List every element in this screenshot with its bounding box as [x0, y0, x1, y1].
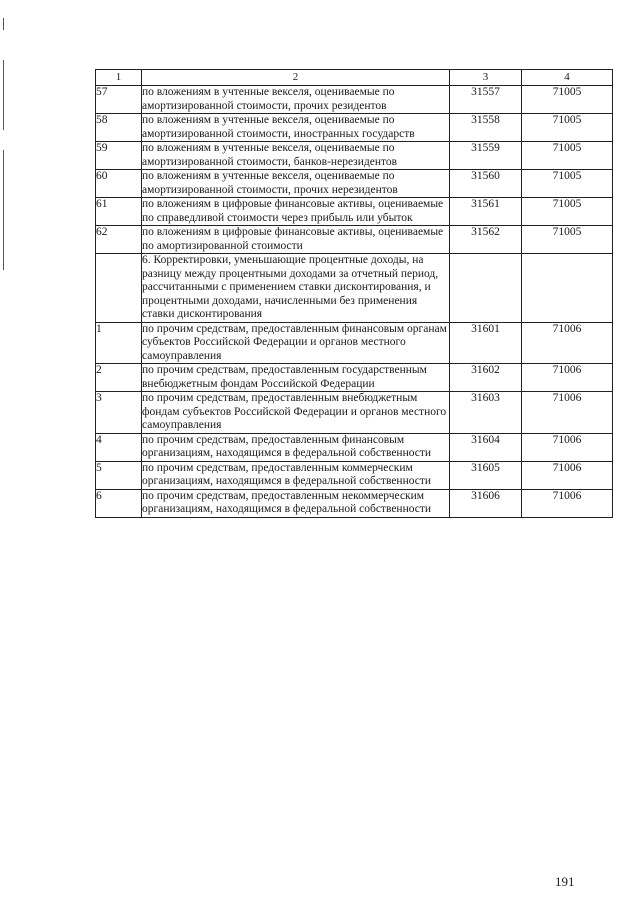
row-description: по вложениям в учтенные векселя, оцениваемые по амортизированной стоимости, иностранных государств	[142, 114, 450, 142]
row-account: 71006	[522, 322, 613, 364]
header-col-3: 3	[450, 70, 522, 86]
row-number: 6	[96, 489, 142, 517]
row-account: 71006	[522, 461, 613, 489]
row-code: 31603	[450, 392, 522, 434]
row-code: 31559	[450, 142, 522, 170]
row-code: 31605	[450, 461, 522, 489]
row-account: 71005	[522, 198, 613, 226]
row-code: 31558	[450, 114, 522, 142]
row-description: по прочим средствам, предоставленным финансовым органам субъектов Российской Федерации и органов местного самоуправления	[142, 322, 450, 364]
scan-margin-mark	[3, 60, 4, 130]
row-account: 71006	[522, 433, 613, 461]
row-description: по вложениям в цифровые финансовые активы, оцениваемые по амортизированной стоимости	[142, 226, 450, 254]
row-number: 5	[96, 461, 142, 489]
row-account: 71006	[522, 489, 613, 517]
row-number: 3	[96, 392, 142, 434]
table-row	[96, 114, 613, 142]
table-row	[96, 433, 613, 461]
scan-margin-mark	[3, 18, 4, 30]
row-code: 31560	[450, 170, 522, 198]
row-account: 71005	[522, 142, 613, 170]
row-description: по прочим средствам, предоставленным некоммерческим организациям, находящимся в федеральной собственности	[142, 489, 450, 517]
row-account: 71005	[522, 114, 613, 142]
table-row	[96, 461, 613, 489]
row-account: 71005	[522, 86, 613, 114]
row-code: 31602	[450, 364, 522, 392]
document-table	[95, 69, 613, 518]
page-number: 191	[555, 874, 575, 889]
row-description: по прочим средствам, предоставленным государственным внебюджетным фондам Российской Федерации	[142, 364, 450, 392]
row-code: 31601	[450, 322, 522, 364]
row-number: 58	[96, 114, 142, 142]
row-description: по вложениям в учтенные векселя, оцениваемые по амортизированной стоимости, прочих нерезидентов	[142, 170, 450, 198]
table-row	[96, 142, 613, 170]
table-row	[96, 226, 613, 254]
table-row	[96, 198, 613, 226]
row-account: 71005	[522, 170, 613, 198]
table-row	[96, 489, 613, 517]
row-number: 1	[96, 322, 142, 364]
row-code: 31604	[450, 433, 522, 461]
row-description: 6. Корректировки, уменьшающие процентные доходы, на разницу между процентными доходами за отчетный период, рассчитанными с применением ставки дисконтирования, и процентными доходами, начисленными без применения ставки дисконтирования	[142, 254, 450, 323]
table-header-row	[96, 70, 613, 86]
row-number: 2	[96, 364, 142, 392]
row-number: 62	[96, 226, 142, 254]
table-row	[96, 86, 613, 114]
header-col-1: 1	[96, 70, 142, 86]
row-number	[96, 254, 142, 323]
table-row	[96, 170, 613, 198]
row-account	[522, 254, 613, 323]
row-number: 60	[96, 170, 142, 198]
table-row	[96, 364, 613, 392]
row-number: 59	[96, 142, 142, 170]
row-code	[450, 254, 522, 323]
header-col-4: 4	[522, 70, 613, 86]
table-row	[96, 392, 613, 434]
scan-margin-mark	[3, 150, 4, 270]
row-description: по вложениям в цифровые финансовые активы, оцениваемые по справедливой стоимости через прибыль или убыток	[142, 198, 450, 226]
row-account: 71005	[522, 226, 613, 254]
row-code: 31561	[450, 198, 522, 226]
row-number: 4	[96, 433, 142, 461]
row-number: 57	[96, 86, 142, 114]
row-description: по прочим средствам, предоставленным внебюджетным фондам субъектов Российской Федерации и органов местного самоуправления	[142, 392, 450, 434]
table-row	[96, 322, 613, 364]
row-description: по прочим средствам, предоставленным финансовым организациям, находящимся в федеральной собственности	[142, 433, 450, 461]
row-description: по вложениям в учтенные векселя, оцениваемые по амортизированной стоимости, прочих резидентов	[142, 86, 450, 114]
table-row	[96, 254, 613, 323]
row-account: 71006	[522, 392, 613, 434]
header-col-2: 2	[142, 70, 450, 86]
row-number: 61	[96, 198, 142, 226]
row-description: по вложениям в учтенные векселя, оцениваемые по амортизированной стоимости, банков-нерезидентов	[142, 142, 450, 170]
row-code: 31606	[450, 489, 522, 517]
row-code: 31557	[450, 86, 522, 114]
row-description: по прочим средствам, предоставленным коммерческим организациям, находящимся в федеральной собственности	[142, 461, 450, 489]
row-account: 71006	[522, 364, 613, 392]
row-code: 31562	[450, 226, 522, 254]
